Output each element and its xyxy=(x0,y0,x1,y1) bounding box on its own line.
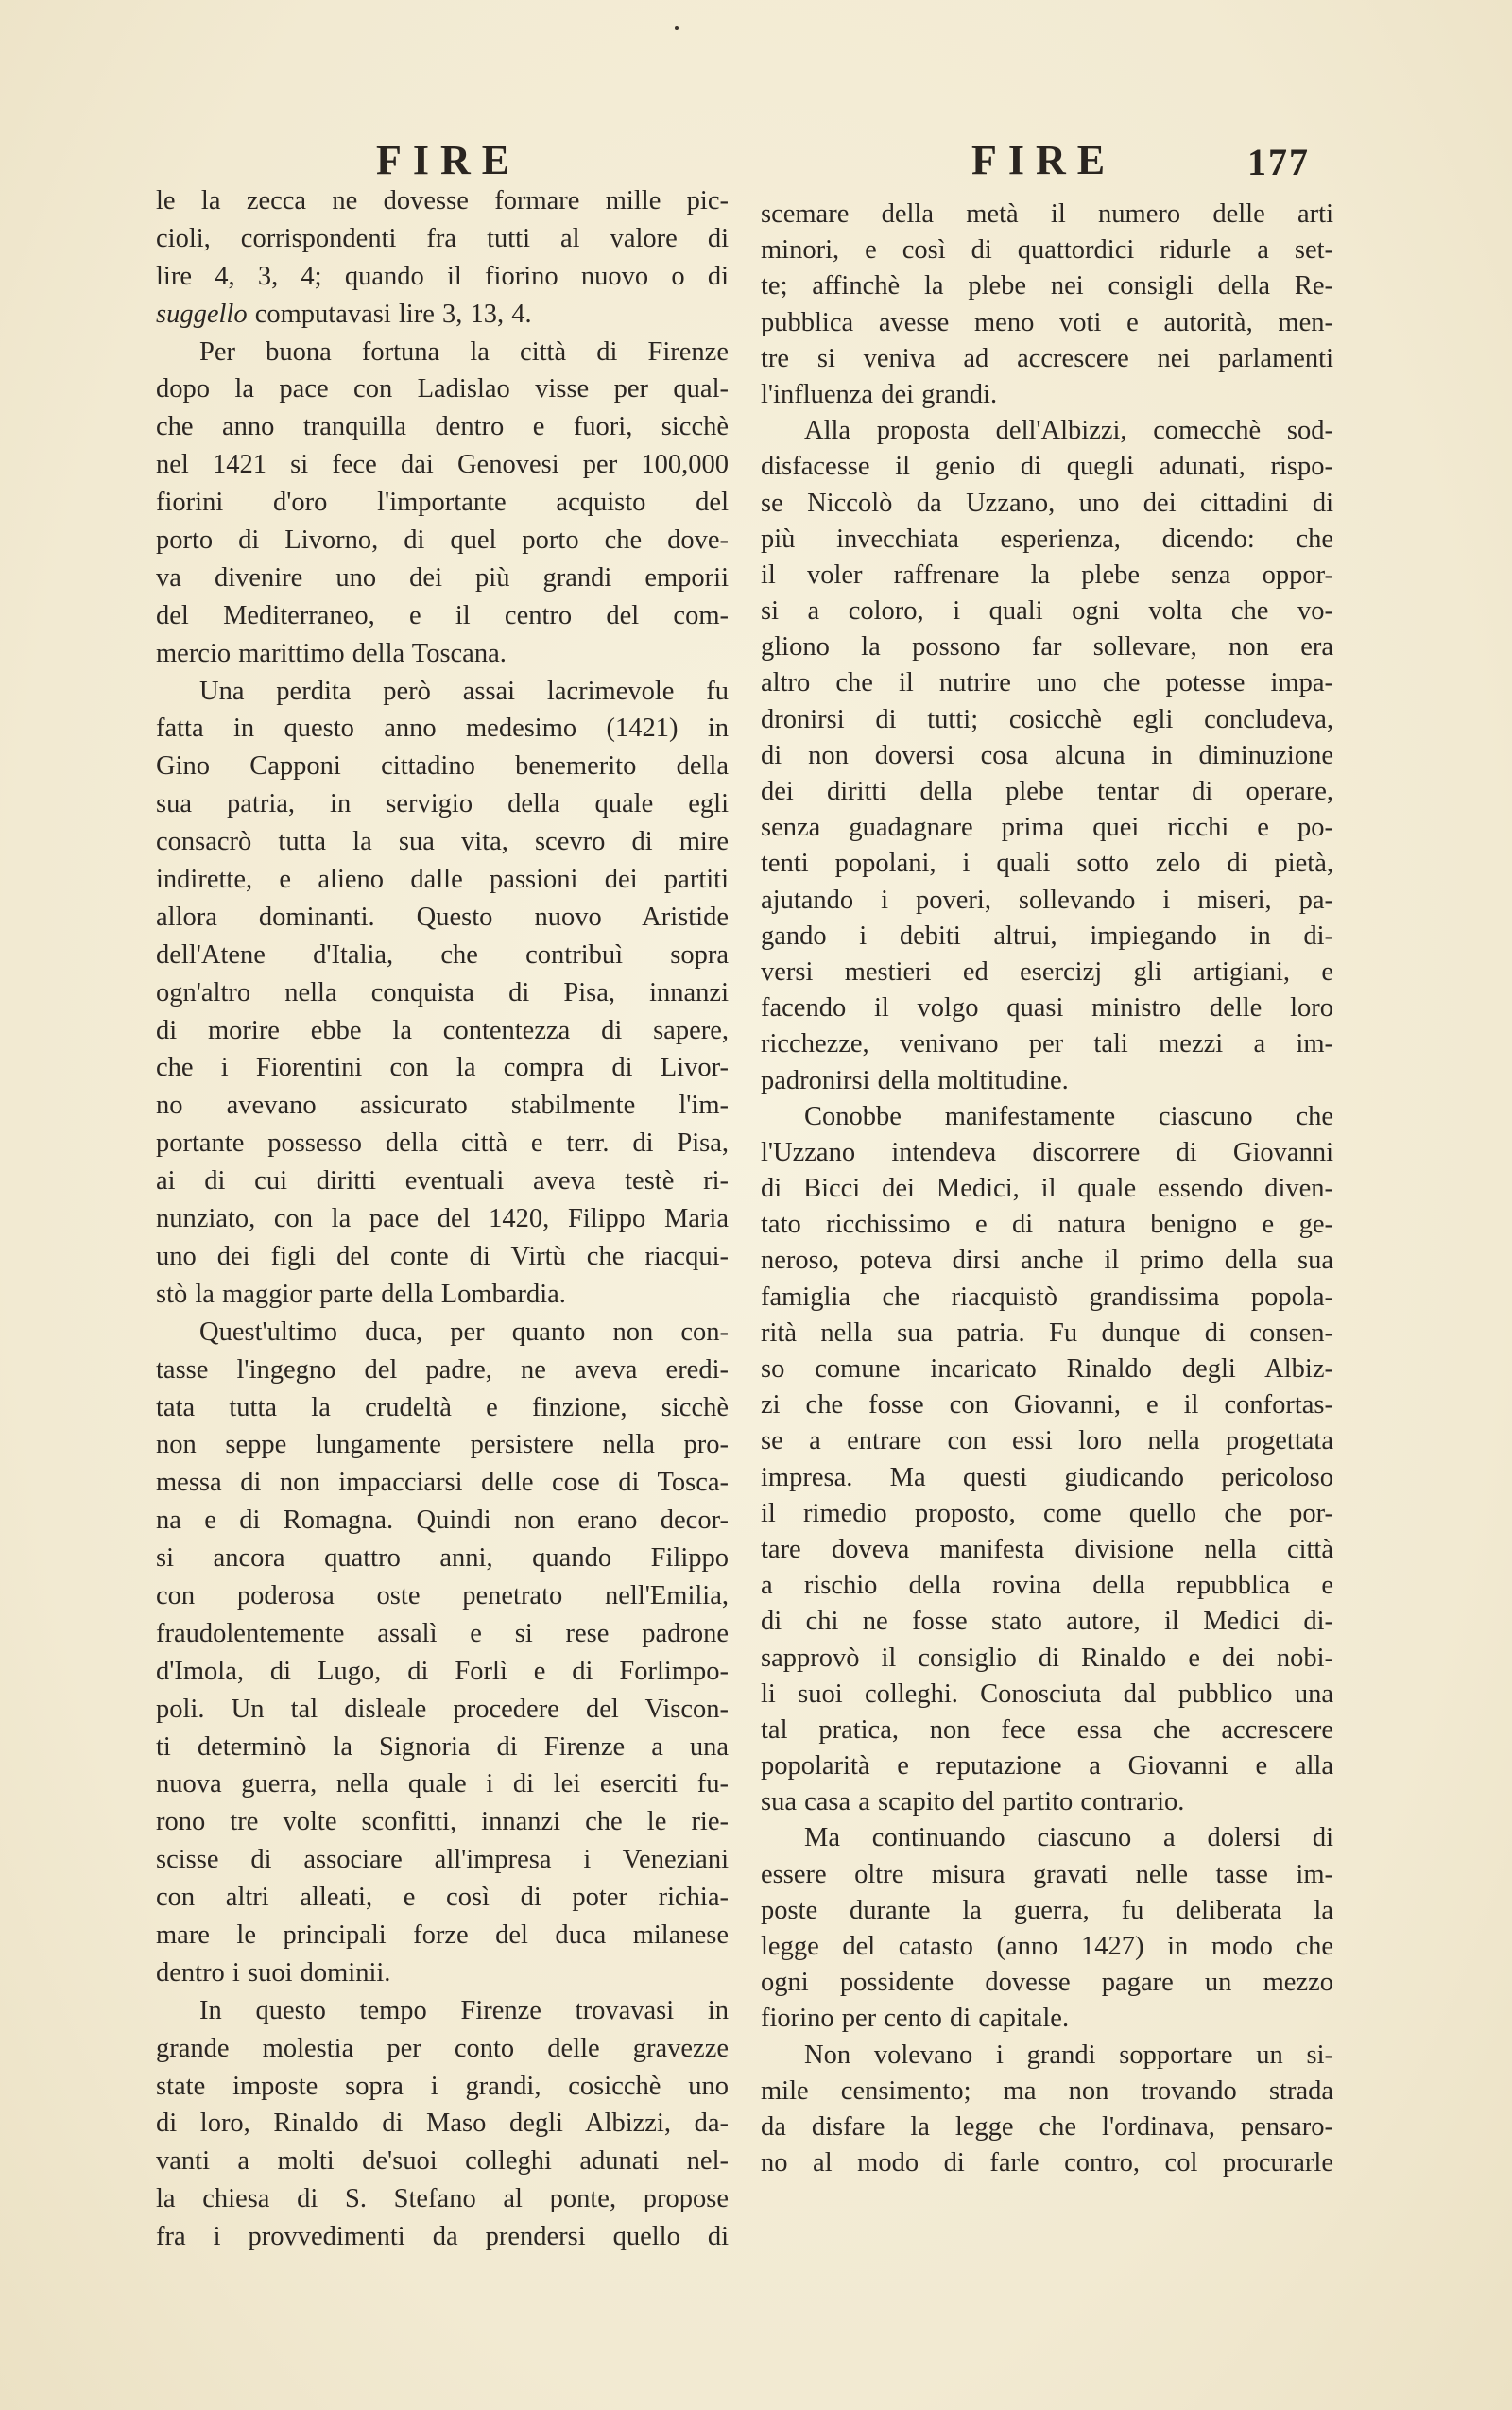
ink-speck xyxy=(675,26,679,30)
text-line: allora dominanti. Questo nuovo Aristide xyxy=(156,902,729,932)
text-line: impresa. Ma questi giudicando pericoloso xyxy=(761,1462,1333,1492)
text-line: Alla proposta dell'Albizzi, comecchè sod- xyxy=(804,416,1333,446)
text-line: tare doveva manifesta divisione nella città xyxy=(761,1534,1333,1564)
text-line: tata tutta la crudeltà e finzione, sicchè xyxy=(156,1392,729,1422)
text-line: stò la maggior parte della Lombardia. xyxy=(156,1279,566,1309)
text-line: poste durante la guerra, fu deliberata la xyxy=(761,1895,1333,1925)
text-line: ogn'altro nella conquista di Pisa, innanzi xyxy=(156,977,729,1007)
text-line: ti determinò la Signoria di Firenze a una xyxy=(156,1731,729,1762)
text-line: il rimedio proposto, come quello che por- xyxy=(761,1498,1333,1528)
text-line: so comune incaricato Rinaldo degli Albiz- xyxy=(761,1354,1333,1384)
text-line: sua casa a scapito del partito contrario. xyxy=(761,1787,1185,1817)
paragraph xyxy=(156,1992,729,2256)
text-line: fatta in questo anno medesimo (1421) in xyxy=(156,714,729,744)
text-line: Per buona fortuna la città di Firenze xyxy=(199,336,729,367)
text-line: va divenire uno dei più grandi emporii xyxy=(156,562,729,593)
text-line: si a coloro, i quali ogni volta che vo- xyxy=(761,596,1333,627)
text-line: portante possesso della città e terr. di Pisa, xyxy=(156,1128,729,1159)
text-line: uno dei figli del conte di Virtù che riacqui- xyxy=(156,1241,729,1271)
text-line: mare le principali forze del duca milanese xyxy=(156,1919,729,1950)
text-line: l'Uzzano intendeva discorrere di Giovanni xyxy=(761,1137,1333,1167)
text-line: poli. Un tal disleale procedere del Viscon- xyxy=(156,1694,729,1724)
text-line: scisse di associare all'impresa i Veneziani xyxy=(156,1845,729,1875)
text-column-right xyxy=(761,197,1333,2181)
text-line: fiorino per cento di capitale. xyxy=(761,2004,1070,2034)
text-line: del Mediterraneo, e il centro del com- xyxy=(156,600,729,630)
text-line: Gino Capponi cittadino benemerito della xyxy=(156,751,729,782)
text-line: pubblica avesse meno voti e autorità, men- xyxy=(761,307,1333,337)
text-line: Conobbe manifestamente ciascuno che xyxy=(804,1101,1333,1131)
text-line: porto di Livorno, di quel porto che dove- xyxy=(156,525,729,556)
text-line: dei diritti della plebe tentar di operare, xyxy=(761,777,1333,806)
text-line: se a entrare con essi loro nella progettata xyxy=(761,1426,1333,1456)
text-line: famiglia che riacquistò grandissima popola- xyxy=(761,1282,1333,1312)
text-line: dell'Atene d'Italia, che contribuì sopra xyxy=(156,939,729,970)
text-line: indirette, e alieno dalle passioni dei partiti xyxy=(156,865,729,895)
text-line: il voler raffrenare la plebe senza oppor- xyxy=(761,559,1333,590)
paragraph xyxy=(761,413,1333,1099)
text-line: ajutando i poveri, sollevando i miseri, pa- xyxy=(761,885,1333,915)
text-line: con altri alleati, e così di poter richia- xyxy=(156,1883,729,1913)
text-line: legge del catasto (anno 1427) in modo che xyxy=(761,1932,1333,1961)
paragraph xyxy=(156,334,729,673)
text-line: no al modo di farle contro, col procurarle xyxy=(761,2148,1333,2178)
text-line: vanti a molti de'suoi colleghi adunati nel- xyxy=(156,2146,729,2177)
text-line: In questo tempo Firenze trovavasi in xyxy=(199,1995,729,2025)
text-line: gando i debiti altrui, impiegando in di- xyxy=(761,921,1333,951)
text-line: grande molestia per conto delle gravezze xyxy=(156,2033,729,2063)
text-line: se Niccolò da Uzzano, uno dei cittadini di xyxy=(761,488,1333,518)
text-line: l'influenza dei grandi. xyxy=(761,379,998,409)
text-line: ricchezze, venivano per tali mezzi a im- xyxy=(761,1029,1333,1059)
text-line: state imposte sopra i grandi, cosicchè uno xyxy=(156,2071,729,2101)
text-column-left xyxy=(156,182,729,2256)
text-line: di morire ebbe la contentezza di sapere, xyxy=(156,1015,729,1045)
text-line: padronirsi della moltitudine. xyxy=(761,1065,1069,1095)
text-line: con poderosa oste penetrato nell'Emilia, xyxy=(156,1580,729,1610)
text-line: senza guadagnare prima quei ricchi e po- xyxy=(761,813,1333,843)
text-line: na e di Romagna. Quindi non erano decor- xyxy=(156,1506,729,1536)
text-line: tato ricchissimo e di natura benigno e ge- xyxy=(761,1210,1333,1240)
running-head-right: FIRE xyxy=(971,137,1117,183)
text-line: dentro i suoi dominii. xyxy=(156,1957,391,1988)
italic-word: suggello xyxy=(156,299,248,329)
text-line: nuova guerra, nella quale i di lei eserciti fu- xyxy=(156,1769,729,1799)
paragraph xyxy=(761,1099,1333,1821)
text-line: di chi ne fosse stato autore, il Medici di- xyxy=(761,1607,1333,1637)
text-line: Una perdita però assai lacrimevole fu xyxy=(199,676,729,706)
text-line: messa di non impacciarsi delle cose di Tosca- xyxy=(156,1468,729,1498)
text-line: versi mestieri ed esercizj gli artigiani, e xyxy=(761,956,1333,987)
text-line xyxy=(156,296,729,334)
paragraph xyxy=(761,197,1333,413)
text-line: di loro, Rinaldo di Maso degli Albizzi, da- xyxy=(156,2109,729,2139)
text-line: si ancora quattro anni, quando Filippo xyxy=(156,1543,729,1574)
text-line: che anno tranquilla dentro e fuori, sicchè xyxy=(156,412,729,442)
text-line: mercio marittimo della Toscana. xyxy=(156,638,507,668)
text-line: fra i provvedimenti da prendersi quello di xyxy=(156,2222,729,2252)
paragraph xyxy=(761,1820,1333,2037)
text-line: nel 1421 si fece dai Genovesi per 100,000 xyxy=(156,450,729,480)
line-text: computavasi lire 3, 13, 4. xyxy=(247,299,532,329)
text-line: le la zecca ne dovesse formare mille pic- xyxy=(156,186,729,215)
text-line: sapprovò il consiglio di Rinaldo e dei nobi- xyxy=(761,1643,1333,1673)
text-line: gliono la possono far sollevare, non era xyxy=(761,632,1333,663)
paragraph xyxy=(761,2038,1333,2182)
text-line: di non doversi cosa alcuna in diminuzione xyxy=(761,740,1333,770)
paragraph xyxy=(156,182,729,334)
text-line: rità nella sua patria. Fu dunque di consen- xyxy=(761,1317,1333,1348)
text-line: non seppe lungamente persistere nella pro- xyxy=(156,1430,729,1460)
text-line: cioli, corrispondenti fra tutti al valore di xyxy=(156,223,729,253)
text-line: zi che fosse con Giovanni, e il confortas- xyxy=(761,1390,1333,1420)
text-line: tenti popolani, i quali sotto zelo di pietà, xyxy=(761,849,1333,879)
text-line: te; affinchè la plebe nei consigli della Re- xyxy=(761,271,1333,301)
text-line: consacrò tutta la sua vita, scevro di mire xyxy=(156,827,729,857)
text-line: essere oltre misura gravati nelle tasse im- xyxy=(761,1859,1333,1889)
text-line: la chiesa di S. Stefano al ponte, propose xyxy=(156,2184,729,2214)
text-line: mile censimento; ma non trovando strada xyxy=(761,2075,1333,2106)
text-line: fraudolentemente assalì e si rese padrone xyxy=(156,1618,729,1648)
text-line: scemare della metà il numero delle arti xyxy=(761,199,1333,229)
running-head-left: FIRE xyxy=(376,137,522,183)
text-line: Non volevano i grandi sopportare un si- xyxy=(804,2040,1333,2070)
text-line: no avevano assicurato stabilmente l'im- xyxy=(156,1091,729,1121)
text-line: tre si veniva ad accrescere nei parlamenti xyxy=(761,343,1333,373)
text-line: li suoi colleghi. Conosciuta dal pubblico una xyxy=(761,1678,1333,1709)
paragraph xyxy=(156,673,729,1314)
text-line: Quest'ultimo duca, per quanto non con- xyxy=(199,1317,729,1347)
text-line: ai di cui diritti eventuali aveva testè ri- xyxy=(156,1166,729,1196)
text-line: altro che il nutrire uno che potesse impa- xyxy=(761,668,1333,698)
text-line: a rischio della rovina della repubblica e xyxy=(761,1571,1333,1601)
text-line: popolarità e reputazione a Giovanni e alla xyxy=(761,1751,1333,1782)
text-line: che i Fiorentini con la compra di Livor- xyxy=(156,1053,729,1083)
text-line: disfacesse il genio di quegli adunati, rispo- xyxy=(761,452,1333,482)
text-line: nunziato, con la pace del 1420, Filippo Maria xyxy=(156,1204,729,1234)
text-line: dopo la pace con Ladislao visse per qual- xyxy=(156,374,729,405)
text-line: lire 4, 3, 4; quando il fiorino nuovo o di xyxy=(156,261,729,291)
text-line: neroso, poteva dirsi anche il primo della sua xyxy=(761,1246,1333,1276)
text-line: più invecchiata esperienza, dicendo: che xyxy=(761,524,1333,554)
text-line: minori, e così di quattordici ridurle a set- xyxy=(761,235,1333,266)
page-number: 177 xyxy=(1247,141,1310,183)
text-line: d'Imola, di Lugo, di Forlì e di Forlimpo- xyxy=(156,1656,729,1686)
text-line: tal pratica, non fece essa che accrescere xyxy=(761,1714,1333,1745)
text-line: di Bicci dei Medici, il quale essendo diven- xyxy=(761,1174,1333,1204)
text-line: sua patria, in servigio della quale egli xyxy=(156,789,729,819)
text-line: rono tre volte sconfitti, innanzi che le rie- xyxy=(156,1807,729,1837)
text-line: tasse l'ingegno del padre, ne aveva eredi- xyxy=(156,1354,729,1385)
text-line: fiorini d'oro l'importante acquisto del xyxy=(156,488,729,518)
text-line: Ma continuando ciascuno a dolersi di xyxy=(804,1823,1333,1853)
text-line: da disfare la legge che l'ordinava, pensaro- xyxy=(761,2111,1333,2142)
text-line: ogni possidente dovesse pagare un mezzo xyxy=(761,1968,1333,1998)
text-line: facendo il volgo quasi ministro delle loro xyxy=(761,993,1333,1024)
paragraph xyxy=(156,1314,729,1992)
text-line: dronirsi di tutti; cosicchè egli concludeva, xyxy=(761,704,1333,734)
